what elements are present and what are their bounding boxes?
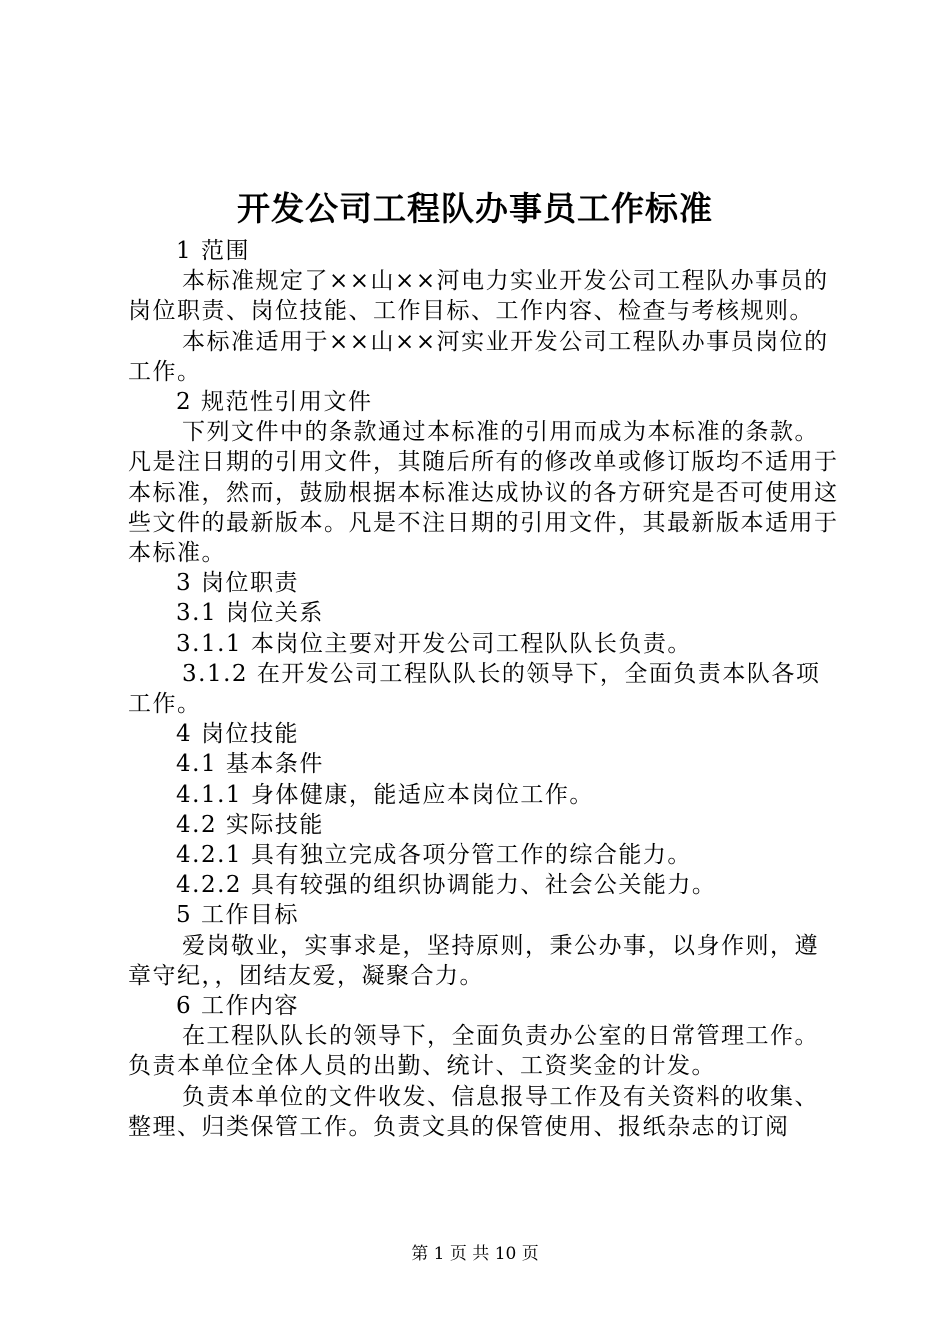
paragraph-content-1: 在工程队队长的领导下，全面负责办公室的日常管理工作。负责本单位全体人员的出勤、统计、工资奖金的计发。: [128, 1023, 819, 1080]
section-heading-references: 2 规范性引用文件: [176, 389, 373, 416]
section-heading-duties: 3 岗位职责: [176, 570, 299, 597]
section-heading-skills: 4 岗位技能: [176, 721, 299, 748]
clause-3-1-1: 3.1.1 本岗位主要对开发公司工程队队长负责。: [176, 630, 692, 657]
clause-4-1-1: 4.1.1 身体健康，能适应本岗位工作。: [176, 781, 594, 808]
paragraph-scope-2: 本标准适用于××山××河实业开发公司工程队办事员岗位的工作。: [128, 328, 829, 385]
subsection-heading-relations: 3.1 岗位关系: [176, 600, 324, 627]
section-heading-goals: 5 工作目标: [176, 902, 299, 929]
clause-4-2-1: 4.2.1 具有独立完成各项分管工作的综合能力。: [176, 842, 692, 869]
paragraph-scope-1: 本标准规定了××山××河电力实业开发公司工程队办事员的岗位职责、岗位技能、工作目标、工作内容、检查与考核规则。: [128, 268, 829, 325]
section-heading-scope: 1 范围: [176, 238, 250, 264]
paragraph-references: 下列文件中的条款通过本标准的引用而成为本标准的条款。凡是注日期的引用文件，其随后所有的修改单或修订版均不适用于本标准，然而，鼓励根据本标准达成协议的各方研究是否可使用这些文件的最新版本。凡是不注日期的引用文件，其最新版本适用于本标准。: [128, 419, 839, 567]
subsection-heading-basic: 4.1 基本条件: [176, 751, 324, 778]
section-heading-content: 6 工作内容: [176, 993, 299, 1020]
paragraph-goals: 爱岗敬业，实事求是，坚持原则，秉公办事，以身作则，遵章守纪，，团结友爱，凝聚合力。: [128, 932, 819, 989]
document-title: 开发公司工程队办事员工作标准: [237, 189, 713, 228]
page-footer: 第 1 页 共 10 页: [411, 1244, 539, 1264]
document-body: [128, 236, 840, 1142]
clause-3-1-2: 3.1.2 在开发公司工程队队长的领导下，全面负责本队各项工作。: [128, 660, 821, 718]
subsection-heading-practical: 4.2 实际技能: [176, 811, 324, 838]
paragraph-content-2: 负责本单位的文件收发、信息报导工作及有关资料的收集、整理、归类保管工作。负责文具的保管使用、报纸杂志的订阅: [128, 1083, 819, 1140]
clause-4-2-2: 4.2.2 具有较强的组织协调能力、社会公关能力。: [176, 872, 717, 899]
